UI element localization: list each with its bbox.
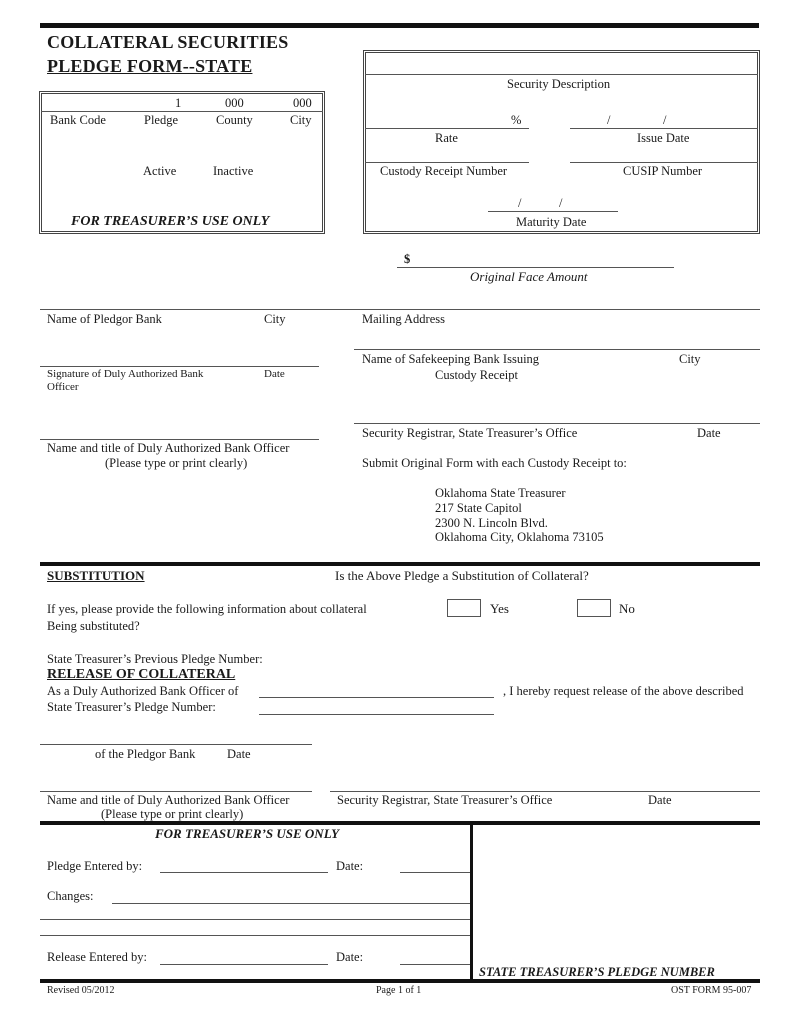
release-name-title-label: Name and title of Duly Authorized Bank Officer (47, 793, 290, 807)
changes-input-3[interactable] (44, 919, 472, 936)
pledge-entered-by-input[interactable] (162, 856, 329, 873)
safekeeping-bank-label-line2: Custody Receipt (435, 368, 518, 382)
address-line-3: 2300 N. Lincoln Blvd. (435, 516, 548, 530)
no-checkbox[interactable] (577, 599, 611, 617)
release-registrar-input[interactable] (334, 774, 760, 792)
registrar-line (354, 423, 760, 424)
address-line-1: Oklahoma State Treasurer (435, 486, 566, 500)
address-line-2: 217 State Capitol (435, 501, 522, 515)
changes-line-3 (40, 935, 470, 936)
release-officer-of-label: As a Duly Authorized Bank Officer of (47, 684, 239, 698)
release-entered-by-line (160, 964, 328, 965)
changes-input-1[interactable] (114, 886, 472, 903)
city-label: City (290, 113, 312, 127)
changes-input-2[interactable] (44, 903, 472, 920)
pledge-label: Pledge (144, 113, 179, 127)
officer-name-title-label: Name and title of Duly Authorized Bank Officer (47, 441, 290, 455)
previous-pledge-number-input[interactable] (280, 651, 484, 668)
release-request-text: , I hereby request release of the above described (503, 684, 744, 698)
substitution-info-line2: Being substituted? (47, 619, 140, 633)
pledgor-officer-name-input[interactable] (44, 422, 320, 440)
active-label: Active (143, 164, 177, 178)
substitution-info-line1: If yes, please provide the following information about collateral (47, 602, 367, 616)
release-signature-line (40, 744, 312, 745)
issue-date-label: Issue Date (637, 131, 690, 145)
form-title-line1: COLLATERAL SECURITIES (47, 32, 289, 52)
custody-receipt-number-input[interactable] (368, 145, 530, 163)
name-of-pledgor-bank-label: Name of Pledgor Bank (47, 312, 162, 326)
of-the-pledgor-bank-label: of the Pledgor Bank (95, 747, 196, 761)
pledgor-bank-name-input[interactable] (44, 292, 348, 310)
previous-pledge-number-label: State Treasurer’s Previous Pledge Number: (47, 652, 263, 666)
release-pledge-number-line (259, 714, 494, 715)
release-pledge-number-input[interactable] (262, 698, 496, 715)
treasurer-use-heading: FOR TREASURER’S USE ONLY (155, 826, 340, 841)
release-registrar-date-label: Date (648, 793, 672, 807)
signature-date-label: Date (264, 368, 285, 380)
release-date-line (400, 964, 470, 965)
registrar-label: Security Registrar, State Treasurer’s Office (362, 426, 578, 440)
pledge-date-input[interactable] (402, 856, 472, 873)
substitution-question: Is the Above Pledge a Substitution of Collateral? (335, 568, 589, 583)
release-registrar-label: Security Registrar, State Treasurer’s Office (337, 793, 553, 807)
issue-date-slash-1: / (607, 113, 611, 127)
safekeeping-bank-label-line1: Name of Safekeeping Bank Issuing (362, 352, 540, 366)
cusip-line (570, 162, 758, 163)
state-treasurer-pledge-number-label: STATE TREASURER’S PLEDGE NUMBER (479, 965, 715, 979)
original-face-amount-label: Original Face Amount (470, 269, 588, 284)
mailing-address-label: Mailing Address (362, 312, 445, 326)
form-number: OST FORM 95-007 (671, 985, 752, 996)
bank-code-label: Bank Code (50, 113, 106, 127)
release-date-label: Date: (336, 950, 364, 964)
mailing-address-line (354, 349, 760, 350)
release-officer-name-line (40, 791, 312, 792)
safekeeping-city-label: City (679, 352, 701, 366)
release-heading: RELEASE OF COLLATERAL (47, 667, 236, 682)
no-label: No (619, 601, 635, 616)
pledge-entered-by-line (160, 872, 328, 873)
release-officer-name-input[interactable] (44, 774, 312, 792)
rate-percent-symbol: % (511, 113, 522, 127)
registrar-signature-input[interactable] (358, 405, 760, 423)
yes-label: Yes (490, 601, 509, 616)
release-entered-by-label: Release Entered by: (47, 950, 147, 964)
revised-date: Revised 05/2012 (47, 985, 115, 996)
release-signature-date-label: Date (227, 747, 251, 761)
address-line-4: Oklahoma City, Oklahoma 73105 (435, 530, 604, 544)
top-rule (40, 23, 759, 28)
release-bank-input[interactable] (262, 681, 496, 698)
submit-instruction: Submit Original Form with each Custody Receipt to: (362, 456, 627, 470)
cusip-number-input[interactable] (572, 145, 759, 163)
release-registrar-line (330, 791, 760, 792)
custody-receipt-number-label: Custody Receipt Number (380, 164, 508, 178)
county-code-value: 000 (225, 96, 244, 110)
release-entered-by-input[interactable] (162, 947, 329, 964)
security-description-line (365, 74, 758, 75)
code-divider (41, 111, 323, 112)
substitution-heading: SUBSTITUTION (47, 568, 145, 583)
mailing-address-input[interactable] (358, 332, 760, 350)
officer-name-line (40, 439, 319, 440)
registrar-date-label: Date (697, 426, 721, 440)
signature-label-line1: Signature of Duly Authorized Bank (47, 368, 204, 380)
rate-line (365, 128, 529, 129)
page-number: Page 1 of 1 (376, 985, 422, 996)
substitution-rule (40, 562, 760, 566)
pledge-code-value: 1 (175, 96, 182, 110)
pledge-entered-by-label: Pledge Entered by: (47, 859, 143, 873)
maturity-date-line (488, 211, 618, 212)
treasurer-section-top-rule (40, 821, 760, 825)
security-description-input[interactable] (368, 54, 758, 74)
treasurer-use-only-label: FOR TREASURER’S USE ONLY (71, 214, 270, 229)
state-treasurer-pledge-number-input[interactable] (478, 830, 760, 962)
county-label: County (216, 113, 253, 127)
pledge-date-label: Date: (336, 859, 364, 873)
changes-label: Changes: (47, 889, 94, 903)
signature-line (40, 366, 319, 367)
pledgor-signature-input[interactable] (44, 349, 320, 367)
security-description-label: Security Description (507, 77, 611, 91)
form-title-line2: PLEDGE FORM--STATE (47, 56, 253, 76)
release-pledge-number-label: State Treasurer’s Pledge Number: (47, 700, 216, 714)
city-code-value: 000 (293, 96, 312, 110)
cusip-number-label: CUSIP Number (623, 164, 703, 178)
release-date-input[interactable] (402, 947, 472, 964)
yes-checkbox[interactable] (447, 599, 481, 617)
release-signature-input[interactable] (44, 727, 312, 745)
officer-print-clearly-label: (Please type or print clearly) (105, 456, 248, 470)
pledgor-bank-line (40, 309, 760, 310)
rate-label: Rate (435, 131, 458, 145)
pledgor-city-label: City (264, 312, 286, 326)
signature-label-line2: Officer (47, 381, 79, 393)
dollar-sign: $ (404, 252, 411, 266)
face-amount-line (397, 267, 674, 268)
inactive-label: Inactive (213, 164, 254, 178)
issue-date-slash-2: / (663, 113, 667, 127)
maturity-date-label: Maturity Date (516, 215, 587, 229)
custody-receipt-line (365, 162, 529, 163)
bottom-rule (40, 979, 760, 983)
maturity-date-slash-2: / (559, 196, 563, 210)
pledge-date-line (400, 872, 470, 873)
maturity-date-slash-1: / (518, 196, 522, 210)
release-print-clearly-label: (Please type or print clearly) (101, 807, 244, 821)
issue-date-line (570, 128, 758, 129)
